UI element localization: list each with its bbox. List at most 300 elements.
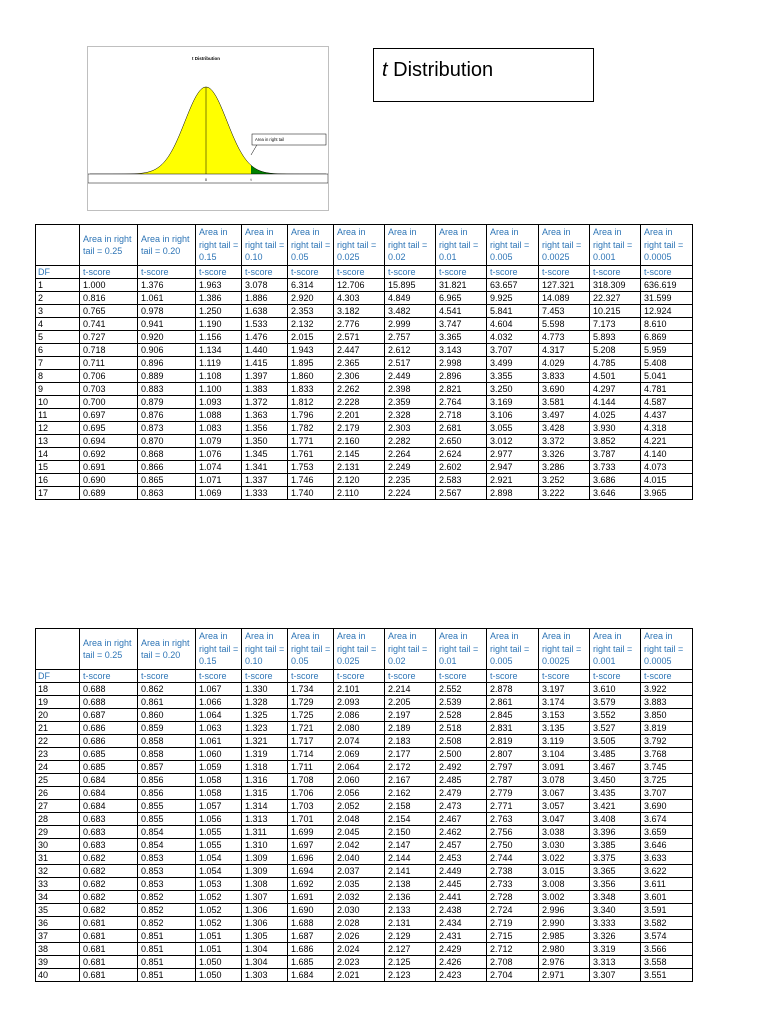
t-score-cell: 4.541 bbox=[436, 305, 487, 318]
t-score-cell: 2.990 bbox=[539, 917, 590, 930]
t-score-cell: 1.415 bbox=[242, 357, 288, 370]
t-score-cell: 0.697 bbox=[80, 409, 138, 422]
t-score-cell: 1.063 bbox=[196, 722, 242, 735]
t-score-cell: 0.682 bbox=[80, 904, 138, 917]
t-score-cell: 0.685 bbox=[80, 761, 138, 774]
t-score-cell: 63.657 bbox=[487, 279, 539, 292]
t-score-cell: 2.807 bbox=[487, 748, 539, 761]
t-score-cell: 2.779 bbox=[487, 787, 539, 800]
df-cell: 10 bbox=[36, 396, 80, 409]
t-score-cell: 1.307 bbox=[242, 891, 288, 904]
df-cell: 25 bbox=[36, 774, 80, 787]
t-score-cell: 2.201 bbox=[334, 409, 385, 422]
t-score-cell: 2.015 bbox=[288, 331, 334, 344]
t-score-cell: 2.048 bbox=[334, 813, 385, 826]
t-score-cell: 2.612 bbox=[385, 344, 436, 357]
t-score-cell: 4.849 bbox=[385, 292, 436, 305]
df-cell: 12 bbox=[36, 422, 80, 435]
t-score-cell: 3.450 bbox=[590, 774, 641, 787]
t-score-cell: 2.093 bbox=[334, 696, 385, 709]
figure-title: t Distribution bbox=[192, 56, 220, 61]
t-score-cell: 3.078 bbox=[242, 279, 288, 292]
t-score-cell: 1.330 bbox=[242, 683, 288, 696]
t-score-cell: 1.079 bbox=[196, 435, 242, 448]
table-row bbox=[36, 409, 693, 422]
column-header: Area in right tail = 0.025 bbox=[334, 629, 385, 670]
t-score-cell: 3.505 bbox=[590, 735, 641, 748]
subheader-row bbox=[36, 266, 693, 279]
t-score-cell: 2.282 bbox=[385, 435, 436, 448]
t-score-cell: 0.876 bbox=[138, 409, 196, 422]
t-score-cell: 2.125 bbox=[385, 956, 436, 969]
t-score-cell: 0.860 bbox=[138, 709, 196, 722]
t-score-cell: 1.638 bbox=[242, 305, 288, 318]
t-score-cell: 4.318 bbox=[641, 422, 693, 435]
t-score-cell: 0.683 bbox=[80, 839, 138, 852]
df-cell: 28 bbox=[36, 813, 80, 826]
t-score-cell: 3.340 bbox=[590, 904, 641, 917]
t-score-cell: 2.733 bbox=[487, 878, 539, 891]
df-cell: 3 bbox=[36, 305, 80, 318]
t-score-cell: 1.056 bbox=[196, 813, 242, 826]
t-score-cell: 2.719 bbox=[487, 917, 539, 930]
t-score-cell: 2.141 bbox=[385, 865, 436, 878]
table-row bbox=[36, 696, 693, 709]
t-score-header: t-score bbox=[242, 266, 288, 279]
t-score-cell: 2.449 bbox=[436, 865, 487, 878]
t-score-cell: 1.066 bbox=[196, 696, 242, 709]
t-score-cell: 0.862 bbox=[138, 683, 196, 696]
t-score-cell: 1.061 bbox=[196, 735, 242, 748]
t-score-cell: 0.681 bbox=[80, 969, 138, 982]
t-score-cell: 2.947 bbox=[487, 461, 539, 474]
df-cell: 9 bbox=[36, 383, 80, 396]
t-score-cell: 3.792 bbox=[641, 735, 693, 748]
column-header: Area in right tail = 0.15 bbox=[196, 629, 242, 670]
t-score-cell: 2.177 bbox=[385, 748, 436, 761]
t-score-cell: 1.058 bbox=[196, 774, 242, 787]
t-score-cell: 2.035 bbox=[334, 878, 385, 891]
t-score-cell: 2.492 bbox=[436, 761, 487, 774]
table-row bbox=[36, 722, 693, 735]
df-cell: 39 bbox=[36, 956, 80, 969]
t-score-cell: 1.305 bbox=[242, 930, 288, 943]
t-score-cell: 1.706 bbox=[288, 787, 334, 800]
column-header: Area in right tail = 0.02 bbox=[385, 629, 436, 670]
t-score-cell: 2.398 bbox=[385, 383, 436, 396]
t-score-cell: 2.074 bbox=[334, 735, 385, 748]
t-table-1 bbox=[35, 224, 693, 500]
t-score-header: t-score bbox=[385, 670, 436, 683]
t-score-cell: 3.038 bbox=[539, 826, 590, 839]
t-score-cell: 1.696 bbox=[288, 852, 334, 865]
t-score-cell: 0.688 bbox=[80, 683, 138, 696]
t-score-cell: 0.856 bbox=[138, 787, 196, 800]
t-score-cell: 2.136 bbox=[385, 891, 436, 904]
t-score-cell: 5.598 bbox=[539, 318, 590, 331]
t-score-cell: 2.449 bbox=[385, 370, 436, 383]
t-score-cell: 3.104 bbox=[539, 748, 590, 761]
t-score-cell: 2.189 bbox=[385, 722, 436, 735]
t-score-cell: 1.725 bbox=[288, 709, 334, 722]
t-score-cell: 0.703 bbox=[80, 383, 138, 396]
t-score-cell: 0.741 bbox=[80, 318, 138, 331]
t-score-cell: 1.337 bbox=[242, 474, 288, 487]
t-score-cell: 1.074 bbox=[196, 461, 242, 474]
t-score-cell: 1.350 bbox=[242, 435, 288, 448]
t-score-cell: 2.158 bbox=[385, 800, 436, 813]
t-score-cell: 3.015 bbox=[539, 865, 590, 878]
t-score-cell: 2.359 bbox=[385, 396, 436, 409]
t-score-cell: 2.365 bbox=[334, 357, 385, 370]
t-score-cell: 0.879 bbox=[138, 396, 196, 409]
t-score-cell: 3.965 bbox=[641, 487, 693, 500]
t-score-cell: 3.250 bbox=[487, 383, 539, 396]
t-score-cell: 2.086 bbox=[334, 709, 385, 722]
column-header: Area in right tail = 0.25 bbox=[80, 629, 138, 670]
t-score-cell: 2.567 bbox=[436, 487, 487, 500]
t-score-cell: 2.898 bbox=[487, 487, 539, 500]
t-score-cell: 0.855 bbox=[138, 800, 196, 813]
column-header: Area in right tail = 0.01 bbox=[436, 225, 487, 266]
t-score-cell: 2.971 bbox=[539, 969, 590, 982]
t-score-cell: 2.896 bbox=[436, 370, 487, 383]
t-score-cell: 2.303 bbox=[385, 422, 436, 435]
df-cell: 11 bbox=[36, 409, 80, 422]
t-score-cell: 318.309 bbox=[590, 279, 641, 292]
t-score-cell: 4.144 bbox=[590, 396, 641, 409]
t-score-cell: 2.650 bbox=[436, 435, 487, 448]
t-score-cell: 1.687 bbox=[288, 930, 334, 943]
t-score-cell: 3.601 bbox=[641, 891, 693, 904]
table-row bbox=[36, 917, 693, 930]
t-score-cell: 1.313 bbox=[242, 813, 288, 826]
subheader-row bbox=[36, 670, 693, 683]
t-score-cell: 1.304 bbox=[242, 956, 288, 969]
t-score-cell: 3.659 bbox=[641, 826, 693, 839]
column-header: Area in right tail = 0.0005 bbox=[641, 629, 693, 670]
t-score-cell: 3.566 bbox=[641, 943, 693, 956]
t-score-header: t-score bbox=[288, 670, 334, 683]
t-score-cell: 2.583 bbox=[436, 474, 487, 487]
header-corner bbox=[36, 225, 80, 266]
t-score-cell: 2.552 bbox=[436, 683, 487, 696]
t-score-cell: 2.127 bbox=[385, 943, 436, 956]
t-score-cell: 1.064 bbox=[196, 709, 242, 722]
t-score-cell: 2.485 bbox=[436, 774, 487, 787]
t-score-cell: 4.303 bbox=[334, 292, 385, 305]
t-score-cell: 2.447 bbox=[334, 344, 385, 357]
t-score-cell: 1.050 bbox=[196, 956, 242, 969]
t-score-cell: 4.029 bbox=[539, 357, 590, 370]
table-row bbox=[36, 435, 693, 448]
t-score-cell: 1.692 bbox=[288, 878, 334, 891]
header-corner bbox=[36, 629, 80, 670]
t-score-cell: 1.860 bbox=[288, 370, 334, 383]
t-score-cell: 1.088 bbox=[196, 409, 242, 422]
t-score-cell: 0.906 bbox=[138, 344, 196, 357]
t-score-cell: 2.921 bbox=[487, 474, 539, 487]
table-row bbox=[36, 956, 693, 969]
t-score-cell: 15.895 bbox=[385, 279, 436, 292]
t-score-cell: 0.683 bbox=[80, 826, 138, 839]
t-score-cell: 7.453 bbox=[539, 305, 590, 318]
t-score-cell: 2.110 bbox=[334, 487, 385, 500]
t-score-cell: 2.776 bbox=[334, 318, 385, 331]
t-score-cell: 2.056 bbox=[334, 787, 385, 800]
t-score-cell: 3.852 bbox=[590, 435, 641, 448]
t-score-cell: 2.571 bbox=[334, 331, 385, 344]
title-italic-t: t bbox=[382, 59, 388, 81]
t-score-cell: 3.348 bbox=[590, 891, 641, 904]
t-score-cell: 2.977 bbox=[487, 448, 539, 461]
t-score-cell: 1.729 bbox=[288, 696, 334, 709]
t-score-cell: 0.684 bbox=[80, 774, 138, 787]
t-score-cell: 3.833 bbox=[539, 370, 590, 383]
t-score-cell: 0.852 bbox=[138, 891, 196, 904]
t-score-cell: 0.689 bbox=[80, 487, 138, 500]
t-score-cell: 1.363 bbox=[242, 409, 288, 422]
t-score-cell: 0.816 bbox=[80, 292, 138, 305]
t-score-cell: 1.691 bbox=[288, 891, 334, 904]
t-score-cell: 3.707 bbox=[487, 344, 539, 357]
t-score-cell: 2.030 bbox=[334, 904, 385, 917]
df-cell: 2 bbox=[36, 292, 80, 305]
t-score-cell: 1.319 bbox=[242, 748, 288, 761]
column-header: Area in right tail = 0.20 bbox=[138, 629, 196, 670]
column-header: Area in right tail = 0.005 bbox=[487, 225, 539, 266]
df-cell: 15 bbox=[36, 461, 80, 474]
table-row bbox=[36, 826, 693, 839]
t-score-cell: 3.421 bbox=[590, 800, 641, 813]
t-score-cell: 0.861 bbox=[138, 696, 196, 709]
df-cell: 27 bbox=[36, 800, 80, 813]
t-score-cell: 4.781 bbox=[641, 383, 693, 396]
t-score-cell: 3.222 bbox=[539, 487, 590, 500]
t-score-cell: 0.851 bbox=[138, 956, 196, 969]
t-score-cell: 3.119 bbox=[539, 735, 590, 748]
t-score-cell: 1.746 bbox=[288, 474, 334, 487]
t-score-cell: 3.091 bbox=[539, 761, 590, 774]
t-score-cell: 0.978 bbox=[138, 305, 196, 318]
table-row bbox=[36, 292, 693, 305]
t-score-cell: 9.925 bbox=[487, 292, 539, 305]
t-score-cell: 2.457 bbox=[436, 839, 487, 852]
t-score-cell: 2.744 bbox=[487, 852, 539, 865]
t-score-cell: 1.314 bbox=[242, 800, 288, 813]
t-score-cell: 0.686 bbox=[80, 735, 138, 748]
t-score-cell: 3.591 bbox=[641, 904, 693, 917]
column-header: Area in right tail = 0.10 bbox=[242, 629, 288, 670]
t-score-cell: 3.733 bbox=[590, 461, 641, 474]
df-cell: 22 bbox=[36, 735, 80, 748]
t-score-cell: 1.886 bbox=[242, 292, 288, 305]
df-cell: 1 bbox=[36, 279, 80, 292]
t-score-cell: 2.467 bbox=[436, 813, 487, 826]
t-score-cell: 2.133 bbox=[385, 904, 436, 917]
t-score-cell: 12.706 bbox=[334, 279, 385, 292]
t-score-cell: 1.076 bbox=[196, 448, 242, 461]
t-score-cell: 3.581 bbox=[539, 396, 590, 409]
table-row bbox=[36, 930, 693, 943]
table-row bbox=[36, 969, 693, 982]
df-cell: 18 bbox=[36, 683, 80, 696]
t-score-cell: 3.143 bbox=[436, 344, 487, 357]
t-score-cell: 1.685 bbox=[288, 956, 334, 969]
t-score-cell: 2.441 bbox=[436, 891, 487, 904]
t-score-cell: 0.694 bbox=[80, 435, 138, 448]
table-row bbox=[36, 709, 693, 722]
t-score-cell: 1.533 bbox=[242, 318, 288, 331]
t-score-cell: 1.055 bbox=[196, 826, 242, 839]
t-score-cell: 1.315 bbox=[242, 787, 288, 800]
column-header: Area in right tail = 0.20 bbox=[138, 225, 196, 266]
df-cell: 34 bbox=[36, 891, 80, 904]
t-score-cell: 0.896 bbox=[138, 357, 196, 370]
t-score-cell: 0.858 bbox=[138, 735, 196, 748]
t-score-cell: 2.069 bbox=[334, 748, 385, 761]
t-score-header: t-score bbox=[334, 266, 385, 279]
t-score-cell: 2.878 bbox=[487, 683, 539, 696]
t-score-cell: 3.319 bbox=[590, 943, 641, 956]
t-score-cell: 3.365 bbox=[590, 865, 641, 878]
t-score-cell: 2.508 bbox=[436, 735, 487, 748]
df-cell: 24 bbox=[36, 761, 80, 774]
t-score-header: t-score bbox=[539, 266, 590, 279]
t-score-cell: 3.182 bbox=[334, 305, 385, 318]
t-score-cell: 0.866 bbox=[138, 461, 196, 474]
t-score-cell: 1.325 bbox=[242, 709, 288, 722]
t-score-cell: 1.052 bbox=[196, 904, 242, 917]
t-score-cell: 127.321 bbox=[539, 279, 590, 292]
t-score-cell: 1.684 bbox=[288, 969, 334, 982]
t-score-cell: 2.479 bbox=[436, 787, 487, 800]
t-score-header: t-score bbox=[590, 670, 641, 683]
t-score-cell: 3.153 bbox=[539, 709, 590, 722]
t-score-cell: 1.058 bbox=[196, 787, 242, 800]
t-score-cell: 0.690 bbox=[80, 474, 138, 487]
curve-area bbox=[90, 87, 326, 174]
t-score-cell: 2.434 bbox=[436, 917, 487, 930]
df-cell: 38 bbox=[36, 943, 80, 956]
t-score-cell: 2.462 bbox=[436, 826, 487, 839]
t-score-cell: 2.429 bbox=[436, 943, 487, 956]
df-cell: 23 bbox=[36, 748, 80, 761]
t-score-cell: 2.052 bbox=[334, 800, 385, 813]
table-row bbox=[36, 305, 693, 318]
t-score-header: t-score bbox=[138, 670, 196, 683]
t-score-cell: 2.060 bbox=[334, 774, 385, 787]
t-score-cell: 3.485 bbox=[590, 748, 641, 761]
t-score-cell: 1.711 bbox=[288, 761, 334, 774]
t-score-cell: 3.030 bbox=[539, 839, 590, 852]
t-score-cell: 1.796 bbox=[288, 409, 334, 422]
title-box bbox=[373, 48, 594, 102]
t-score-cell: 4.785 bbox=[590, 357, 641, 370]
t-score-cell: 1.309 bbox=[242, 865, 288, 878]
t-score-cell: 3.435 bbox=[590, 787, 641, 800]
t-score-header: t-score bbox=[196, 670, 242, 683]
t-score-cell: 3.055 bbox=[487, 422, 539, 435]
t-score-cell: 1.753 bbox=[288, 461, 334, 474]
t-score-header: t-score bbox=[539, 670, 590, 683]
t-score-cell: 2.032 bbox=[334, 891, 385, 904]
t-score-cell: 3.047 bbox=[539, 813, 590, 826]
t-score-cell: 3.135 bbox=[539, 722, 590, 735]
t-score-cell: 1.308 bbox=[242, 878, 288, 891]
t-score-cell: 1.061 bbox=[138, 292, 196, 305]
t-score-cell: 2.132 bbox=[288, 318, 334, 331]
df-cell: 8 bbox=[36, 370, 80, 383]
table-row bbox=[36, 357, 693, 370]
t-score-cell: 2.228 bbox=[334, 396, 385, 409]
t-score-cell: 3.467 bbox=[590, 761, 641, 774]
column-header: Area in right tail = 0.01 bbox=[436, 629, 487, 670]
t-score-cell: 0.863 bbox=[138, 487, 196, 500]
table-row bbox=[36, 318, 693, 331]
t-score-cell: 0.711 bbox=[80, 357, 138, 370]
t-score-cell: 3.313 bbox=[590, 956, 641, 969]
t-score-cell: 0.920 bbox=[138, 331, 196, 344]
t-score-cell: 1.071 bbox=[196, 474, 242, 487]
t-score-cell: 3.707 bbox=[641, 787, 693, 800]
t-score-cell: 1.699 bbox=[288, 826, 334, 839]
t-score-cell: 1.050 bbox=[196, 969, 242, 982]
t-score-cell: 2.179 bbox=[334, 422, 385, 435]
df-cell: 5 bbox=[36, 331, 80, 344]
t-score-cell: 2.757 bbox=[385, 331, 436, 344]
t-score-cell: 0.700 bbox=[80, 396, 138, 409]
t-score-cell: 2.500 bbox=[436, 748, 487, 761]
t-score-cell: 1.440 bbox=[242, 344, 288, 357]
t-score-cell: 0.870 bbox=[138, 435, 196, 448]
t-score-cell: 3.078 bbox=[539, 774, 590, 787]
t-score-cell: 3.396 bbox=[590, 826, 641, 839]
table-row bbox=[36, 396, 693, 409]
t-score-cell: 0.883 bbox=[138, 383, 196, 396]
t-score-header: t-score bbox=[138, 266, 196, 279]
t-score-cell: 2.438 bbox=[436, 904, 487, 917]
t-score-cell: 0.718 bbox=[80, 344, 138, 357]
df-cell: 31 bbox=[36, 852, 80, 865]
t-score-cell: 2.985 bbox=[539, 930, 590, 943]
df-cell: 33 bbox=[36, 878, 80, 891]
t-score-cell: 0.856 bbox=[138, 774, 196, 787]
t-score-cell: 2.453 bbox=[436, 852, 487, 865]
table-row bbox=[36, 683, 693, 696]
t-score-cell: 1.721 bbox=[288, 722, 334, 735]
t-score-cell: 5.041 bbox=[641, 370, 693, 383]
t-score-cell: 1.708 bbox=[288, 774, 334, 787]
t-score-cell: 3.787 bbox=[590, 448, 641, 461]
t-score-header: t-score bbox=[242, 670, 288, 683]
t-score-cell: 1.833 bbox=[288, 383, 334, 396]
t-score-cell: 5.893 bbox=[590, 331, 641, 344]
t-score-cell: 2.147 bbox=[385, 839, 436, 852]
t-score-cell: 1.714 bbox=[288, 748, 334, 761]
t-score-cell: 2.262 bbox=[334, 383, 385, 396]
t-score-cell: 2.120 bbox=[334, 474, 385, 487]
t-score-cell: 31.821 bbox=[436, 279, 487, 292]
t-score-cell: 2.624 bbox=[436, 448, 487, 461]
t-score-cell: 0.941 bbox=[138, 318, 196, 331]
df-cell: 19 bbox=[36, 696, 80, 709]
t-score-cell: 1.306 bbox=[242, 917, 288, 930]
t-score-cell: 2.764 bbox=[436, 396, 487, 409]
t-score-cell: 6.965 bbox=[436, 292, 487, 305]
table-row bbox=[36, 448, 693, 461]
table-row bbox=[36, 461, 693, 474]
